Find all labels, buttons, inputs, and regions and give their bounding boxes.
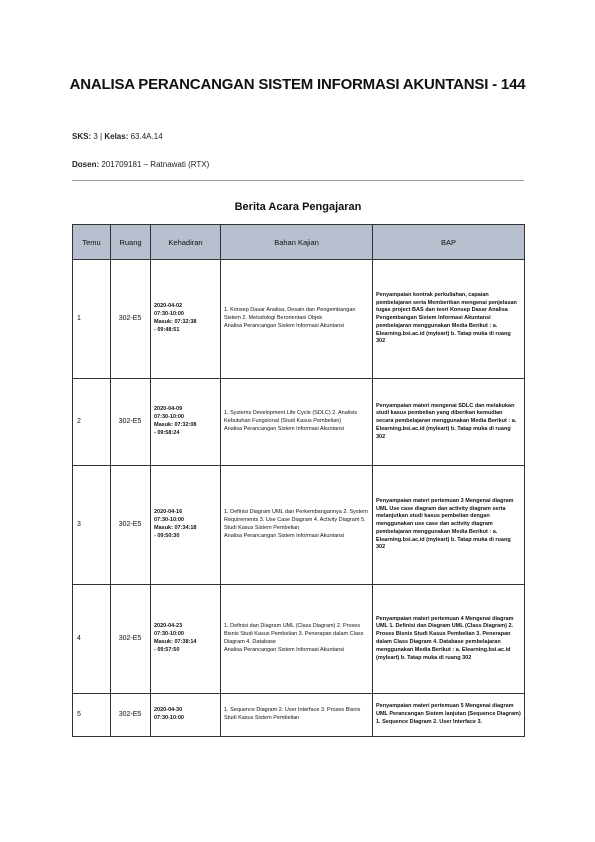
sks-value: 3 [93,132,98,141]
cell-bap: Penyampaian materi pertemuan 4 Mengenai diagram UML 1. Definisi dan Diagram UML (Class Diagram) 2. Proses Bisnis Studi Kasus Pembelian 3. Penerapan dalam Class Diagram 4. Database pembelajaran menggunakan Media Berikut : a. Elearning.bsi.ac.id (myleart) b. Tatap muka di ruang 302 [373,585,525,694]
meta-separator: | [100,132,103,141]
cell-ruang: 302-E5 [111,379,151,466]
bahan-kajian-text: 1. Definisi dan Diagram UML (Class Diagram) 2. Proses Bisnis Studi Kasus Pembelian 3. Penerapan dalam Class Diagram 4. Database Analisa Perancangan Sistem Informasi Akuntansi [224,623,364,653]
bahan-kajian-text: 1. Sequence Diagram 2. User Interface 3. Proses Bisnis Studi Kasus Sistem Pembelian [224,707,361,721]
kehadiran-text: 2020-04-30 07:30-10:00 [154,707,184,721]
table-row [73,585,525,694]
cell-bahan-kajian [221,260,373,379]
kelas-value: 63.4A.14 [130,132,163,141]
kehadiran-text: 2020-04-16 07:30-10:00 Masuk: 07:34:18 - 09:50:30 [154,509,197,539]
cell-ruang: 302-E5 [111,694,151,737]
cell-bahan-kajian [221,379,373,466]
table-row [73,260,525,379]
cell-bap: Penyampaian kontrak perkuliahan, capaian pembelajaran serta Memberikan mengenai penjelasan tugas project BAS dan teori Konsep Dasar Analisa Pengembangan Sistem Informasi Akuntansi pembelajaran menggunakan Media Berikut : a. Elearning.bsi.ac.id (myleart) b. Tatap muka di ruang 302 [373,260,525,379]
cell-bahan-kajian [221,585,373,694]
table-row [73,694,525,737]
header-ruang: Ruang [111,225,151,260]
cell-bahan-kajian [221,694,373,737]
kelas-label: Kelas: [104,132,129,141]
bahan-kajian-text: 1. Systems Development Life Cycle (SDLC) 2. Analisis Kebutuhan Fungsional (Studi Kasus Pembelian) Analisa Perancangan Sistem Informasi Akuntansi [224,410,357,432]
cell-bap: Penyampaian materi pertemuan 3 Mengenai diagram UML Use case diagram dan activity diagram serta melanjutkan studi kasus pembelian dengan menggunakan use case dan activity diagram pembelajaran menggunakan Media Berikut : a. Elearning.bsi.ac.id (myleart) b. Tatap muka di ruang 302 [373,466,525,585]
cell-kehadiran [151,466,221,585]
dosen-value: 201709181 – Ratnawati (RTX) [101,160,210,169]
cell-temu: 4 [73,585,111,694]
cell-temu: 3 [73,466,111,585]
cell-ruang: 302-E5 [111,260,151,379]
cell-bap: Penyampaian materi pertemuan 5 Mengenai diagram UML Perancangan Sistem lanjutan (Sequence Diagram) 1. Sequence Diagram 2. User Interface 3. [373,694,525,737]
cell-kehadiran [151,379,221,466]
cell-kehadiran [151,260,221,379]
cell-kehadiran [151,585,221,694]
header-temu: Temu [73,225,111,260]
header-bahan-kajian: Bahan Kajian [221,225,373,260]
sks-label: SKS: [72,132,92,141]
course-meta [72,132,163,141]
cell-temu: 2 [73,379,111,466]
page-title: ANALISA PERANCANGAN SISTEM INFORMASI AKUNTANSI - 144 [69,76,526,93]
cell-bap: Penyampaian materi mengenai SDLC dan melakukan studi kasus pembelian yang diberikan kemudian secara pembelajaran menggunakan Media Berikut : a. Elearning.bsi.ac.id (myleart) b. Tatap muka di ruang 302 [373,379,525,466]
bahan-kajian-text: 1. Definisi Diagram UML dan Perkembangannya 2. System Requirements 3. Use Case Diagram 4. Activity Diagram 5. Studi Kasus Sistem Pembelian Analisa Perancangan Sistem Informasi Akuntansi [224,509,368,539]
table-row [73,379,525,466]
bap-table [72,224,525,737]
cell-bahan-kajian [221,466,373,585]
cell-temu: 5 [73,694,111,737]
kehadiran-text: 2020-04-23 07:30-10:00 Masuk: 07:38:14 - 09:57:50 [154,623,197,653]
divider [72,180,524,181]
cell-kehadiran [151,694,221,737]
header-bap: BAP [373,225,525,260]
section-title: Berita Acara Pengajaran [234,201,362,213]
cell-temu: 1 [73,260,111,379]
cell-ruang: 302-E5 [111,466,151,585]
table-header-row [73,225,525,260]
table-row [73,466,525,585]
header-kehadiran: Kehadiran [151,225,221,260]
kehadiran-text: 2020-04-09 07:30-10:00 Masuk: 07:32:08 - 09:58:24 [154,406,197,436]
bahan-kajian-text: 1. Konsep Dasar Analisa, Desain dan Pengembangan Sistem 2. Metodologi Berorientasi Objek Analisa Perancangan Sistem Informasi Akuntansi [224,307,356,329]
lecturer-meta [72,160,209,169]
dosen-label: Dosen: [72,160,100,169]
cell-ruang: 302-E5 [111,585,151,694]
kehadiran-text: 2020-04-02 07:30-10:00 Masuk: 07:32:38 - 09:48:51 [154,303,197,333]
